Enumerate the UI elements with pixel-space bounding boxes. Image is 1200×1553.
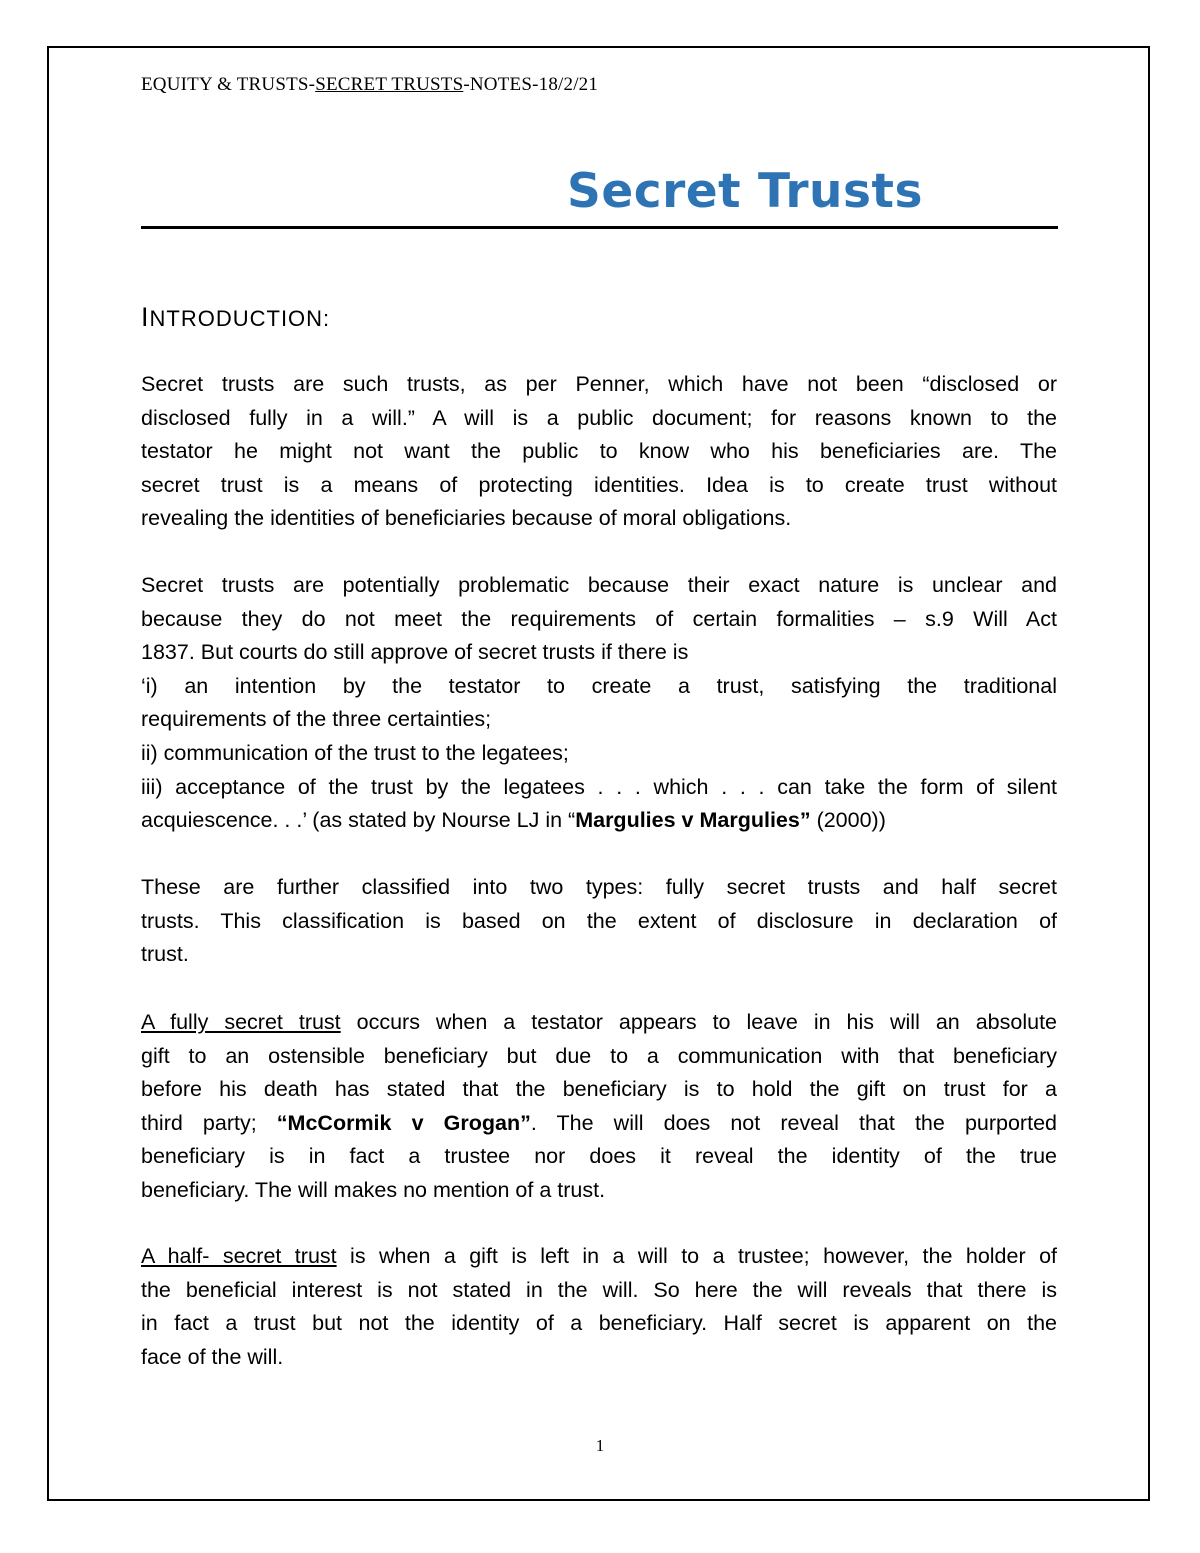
- header-prefix: EQUITY & TRUSTS-: [141, 74, 316, 95]
- text-run: acquiescence. . .’ (as stated by Nourse LJ in “: [141, 808, 576, 833]
- text-line: the beneficial interest is not stated in the will. So here the will reveals that there is: [141, 1277, 1057, 1302]
- text-line: ‘i) an intention by the testator to create a trust, satisfying the traditional: [141, 673, 1057, 698]
- text-run: (2000)): [810, 808, 886, 833]
- text-line: Secret trusts are such trusts, as per Penner, which have not been “disclosed or: [141, 372, 1057, 396]
- paragraph-classification: [141, 871, 1057, 972]
- text-line: secret trust is a means of protecting identities. Idea is to create trust without: [141, 472, 1057, 497]
- text-run: third party;: [141, 1110, 277, 1135]
- header-topic: SECRET TRUSTS: [315, 74, 464, 95]
- text-line: revealing the identities of beneficiaries because of moral obligations.: [141, 506, 792, 531]
- text-line: face of the will.: [141, 1344, 284, 1369]
- paragraph-requirements: [141, 569, 1057, 838]
- text-line: in fact a trust but not the identity of a beneficiary. Half secret is apparent on the: [141, 1311, 1057, 1336]
- term-half-secret-trust: A half- secret trust: [141, 1244, 337, 1268]
- text-line: beneficiary. The will makes no mention of a trust.: [141, 1177, 606, 1202]
- case-citation: Margulies v Margulies”: [575, 808, 811, 833]
- header-suffix: -NOTES-18/2/21: [463, 74, 599, 95]
- text-line: [141, 804, 1057, 838]
- section-heading-rest: NTRODUCTION:: [149, 306, 331, 331]
- case-citation: “McCormik v Grogan”: [276, 1110, 531, 1135]
- text-line: [141, 1240, 1057, 1274]
- text-run: . The will does not reveal that the purported: [530, 1110, 1057, 1135]
- text-line: gift to an ostensible beneficiary but due to a communication with that beneficiary: [141, 1043, 1057, 1068]
- page-number: 1: [595, 1436, 605, 1455]
- term-fully-secret-trust: A fully secret trust: [141, 1010, 341, 1034]
- paragraph-fully-secret-trust: [141, 1006, 1057, 1208]
- text-line: ii) communication of the trust to the legatees;: [141, 740, 569, 765]
- paragraph-half-secret-trust: [141, 1240, 1057, 1374]
- text-line: requirements of the three certainties;: [141, 707, 492, 732]
- text-line: trust.: [141, 942, 189, 967]
- text-line: iii) acceptance of the trust by the legatees . . . which . . . can take the form of silent: [141, 774, 1057, 799]
- title-divider: [141, 226, 1058, 229]
- text-line: Secret trusts are potentially problematic because their exact nature is unclear and: [141, 573, 1057, 597]
- text-run: is when a gift is left in a will to a trustee; however, the holder of: [336, 1244, 1057, 1268]
- text-line: beneficiary is in fact a trustee nor does it reveal the identity of the true: [141, 1144, 1057, 1169]
- document-header: [141, 74, 598, 96]
- section-heading-introduction: [141, 302, 330, 333]
- text-line: [141, 1107, 1057, 1141]
- section-heading-initial: I: [141, 302, 150, 332]
- text-line: trusts. This classification is based on the extent of disclosure in declaration of: [141, 908, 1057, 933]
- text-line: 1837. But courts do still approve of secret trusts if there is: [141, 640, 689, 665]
- paragraph-definition: [141, 368, 1057, 536]
- page-title: Secret Trusts: [567, 164, 923, 219]
- text-line: These are further classified into two types: fully secret trusts and half secret: [141, 875, 1057, 899]
- text-line: before his death has stated that the beneficiary is to hold the gift on trust for a: [141, 1077, 1057, 1102]
- text-line: disclosed fully in a will.” A will is a public document; for reasons known to the: [141, 405, 1057, 430]
- text-line: because they do not meet the requirements of certain formalities – s.9 Will Act: [141, 606, 1057, 631]
- text-line: [141, 1006, 1057, 1040]
- text-run: occurs when a testator appears to leave in his will an absolute: [340, 1010, 1057, 1034]
- text-line: testator he might not want the public to know who his beneficiaries are. The: [141, 439, 1057, 464]
